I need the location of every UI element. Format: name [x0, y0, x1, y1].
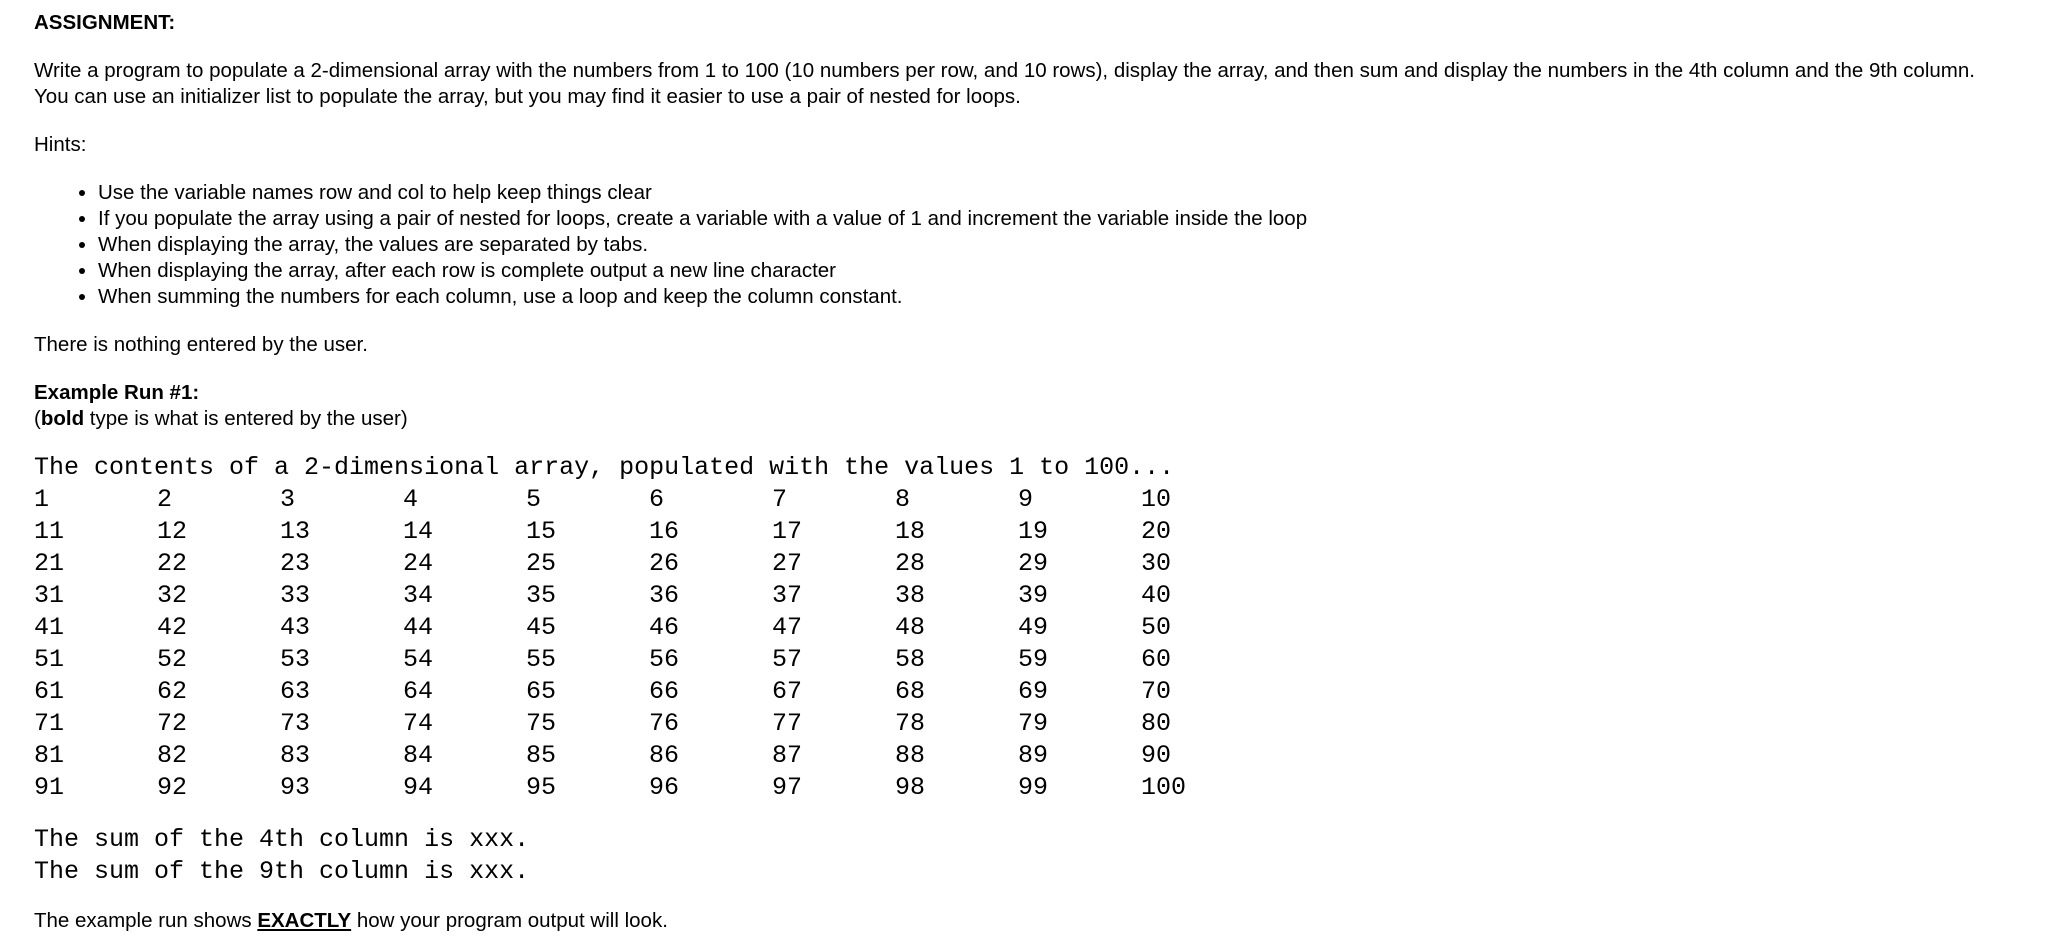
description-line-2: You can use an initializer list to populate the array, but you may find it easier to use a pair of nested for loops.: [34, 85, 1021, 108]
array-cell: 98: [895, 773, 926, 802]
array-row: [34, 676, 1264, 708]
array-cell: 85: [526, 741, 557, 770]
array-cell: 72: [157, 709, 188, 738]
array-cell: 56: [649, 645, 680, 674]
array-cell: 58: [895, 645, 926, 674]
array-cell: 4: [403, 485, 419, 514]
array-cell: 33: [280, 581, 311, 610]
array-cell: 37: [772, 581, 803, 610]
example-heading: Example Run #1:: [34, 381, 200, 404]
footer-note: [34, 908, 2044, 934]
array-cell: 25: [526, 549, 557, 578]
array-cell: 100: [1141, 773, 1187, 802]
array-cell: 17: [772, 517, 803, 546]
array-cell: 83: [280, 741, 311, 770]
array-cell: 88: [895, 741, 926, 770]
array-cell: 89: [1018, 741, 1049, 770]
array-row: [34, 708, 1264, 740]
array-cell: 5: [526, 485, 542, 514]
array-cell: 79: [1018, 709, 1049, 738]
hint-item: • If you populate the array using a pair of nested for loops, create a variable with a value of 1 and increment the variable inside the loop: [98, 206, 2044, 232]
array-cell: 34: [403, 581, 434, 610]
note-open: (: [34, 407, 41, 430]
array-output-body: [34, 484, 1264, 804]
array-cell: 46: [649, 613, 680, 642]
sum-4th-column-line: The sum of the 4th column is xxx.: [34, 825, 530, 854]
hint-item: • Use the variable names row and col to help keep things clear: [98, 180, 2044, 206]
array-cell: 47: [772, 613, 803, 642]
array-cell: 3: [280, 485, 296, 514]
note-rest: type is what is entered by the user): [84, 407, 408, 430]
array-cell: 50: [1141, 613, 1172, 642]
footer-after: how your program output will look.: [351, 909, 668, 932]
array-cell: 64: [403, 677, 434, 706]
array-cell: 90: [1141, 741, 1172, 770]
hints-label: Hints:: [34, 133, 87, 156]
array-cell: 86: [649, 741, 680, 770]
array-cell: 60: [1141, 645, 1172, 674]
array-cell: 10: [1141, 485, 1172, 514]
array-cell: 59: [1018, 645, 1049, 674]
user-input-note: There is nothing entered by the user.: [34, 333, 368, 356]
array-cell: 81: [34, 741, 65, 770]
array-cell: 51: [34, 645, 65, 674]
array-cell: 87: [772, 741, 803, 770]
array-output-table: [34, 484, 1264, 804]
array-cell: 15: [526, 517, 557, 546]
array-cell: 39: [1018, 581, 1049, 610]
array-cell: 66: [649, 677, 680, 706]
array-cell: 18: [895, 517, 926, 546]
array-cell: 45: [526, 613, 557, 642]
array-cell: 43: [280, 613, 311, 642]
example-note: [34, 406, 2044, 432]
array-cell: 57: [772, 645, 803, 674]
array-cell: 95: [526, 773, 557, 802]
array-cell: 30: [1141, 549, 1172, 578]
array-cell: 67: [772, 677, 803, 706]
array-cell: 70: [1141, 677, 1172, 706]
array-cell: 84: [403, 741, 434, 770]
array-cell: 96: [649, 773, 680, 802]
array-row: [34, 516, 1264, 548]
array-cell: 22: [157, 549, 188, 578]
array-cell: 69: [1018, 677, 1049, 706]
sum-output: [34, 824, 2044, 888]
array-cell: 49: [1018, 613, 1049, 642]
array-cell: 32: [157, 581, 188, 610]
array-cell: 93: [280, 773, 311, 802]
array-cell: 27: [772, 549, 803, 578]
array-cell: 92: [157, 773, 188, 802]
array-cell: 1: [34, 485, 50, 514]
array-cell: 48: [895, 613, 926, 642]
array-cell: 63: [280, 677, 311, 706]
array-row: [34, 484, 1264, 516]
footer-before: The example run shows: [34, 909, 258, 932]
hint-item: • When displaying the array, after each row is complete output a new line character: [98, 258, 2044, 284]
array-cell: 26: [649, 549, 680, 578]
array-cell: 20: [1141, 517, 1172, 546]
array-cell: 54: [403, 645, 434, 674]
array-cell: 74: [403, 709, 434, 738]
array-cell: 28: [895, 549, 926, 578]
array-cell: 99: [1018, 773, 1049, 802]
array-cell: 35: [526, 581, 557, 610]
array-cell: 75: [526, 709, 557, 738]
array-cell: 94: [403, 773, 434, 802]
array-cell: 62: [157, 677, 188, 706]
array-cell: 71: [34, 709, 65, 738]
array-cell: 65: [526, 677, 557, 706]
footer-emphasis: EXACTLY: [257, 909, 352, 932]
description-line-1: Write a program to populate a 2-dimensional array with the numbers from 1 to 100 (10 numbers per row, and 10 rows), display the array, and then sum and display the numbers in the 4th column and the 9th column.: [34, 59, 1975, 82]
array-cell: 24: [403, 549, 434, 578]
array-cell: 73: [280, 709, 311, 738]
array-cell: 14: [403, 517, 434, 546]
array-cell: 7: [772, 485, 788, 514]
hint-item: • When displaying the array, the values are separated by tabs.: [98, 232, 2044, 258]
array-row: [34, 644, 1264, 676]
array-cell: 9: [1018, 485, 1034, 514]
array-cell: 76: [649, 709, 680, 738]
array-cell: 11: [34, 517, 65, 546]
array-cell: 52: [157, 645, 188, 674]
assignment-heading: ASSIGNMENT:: [34, 11, 176, 34]
array-cell: 80: [1141, 709, 1172, 738]
array-row: [34, 772, 1264, 804]
array-cell: 55: [526, 645, 557, 674]
array-cell: 38: [895, 581, 926, 610]
array-cell: 8: [895, 485, 911, 514]
array-cell: 91: [34, 773, 65, 802]
array-cell: 44: [403, 613, 434, 642]
array-cell: 82: [157, 741, 188, 770]
array-cell: 36: [649, 581, 680, 610]
array-cell: 97: [772, 773, 803, 802]
array-cell: 77: [772, 709, 803, 738]
array-cell: 23: [280, 549, 311, 578]
array-cell: 2: [157, 485, 173, 514]
hint-item: • When summing the numbers for each column, use a loop and keep the column constant.: [98, 284, 2044, 310]
assignment-page: [34, 10, 2044, 934]
array-cell: 42: [157, 613, 188, 642]
note-bold: bold: [40, 407, 85, 430]
array-cell: 16: [649, 517, 680, 546]
array-cell: 53: [280, 645, 311, 674]
array-cell: 61: [34, 677, 65, 706]
array-row: [34, 740, 1264, 772]
array-cell: 13: [280, 517, 311, 546]
array-cell: 41: [34, 613, 65, 642]
array-row: [34, 548, 1264, 580]
array-cell: 12: [157, 517, 188, 546]
assignment-description: [34, 58, 2044, 110]
array-row: [34, 580, 1264, 612]
sum-9th-column-line: The sum of the 9th column is xxx.: [34, 857, 530, 886]
array-cell: 19: [1018, 517, 1049, 546]
output-title: The contents of a 2-dimensional array, populated with the values 1 to 100...: [34, 453, 1175, 482]
array-cell: 78: [895, 709, 926, 738]
array-cell: 31: [34, 581, 65, 610]
array-cell: 29: [1018, 549, 1049, 578]
hints-list: [34, 180, 2044, 310]
array-cell: 6: [649, 485, 665, 514]
array-cell: 68: [895, 677, 926, 706]
array-row: [34, 612, 1264, 644]
array-cell: 40: [1141, 581, 1172, 610]
array-cell: 21: [34, 549, 65, 578]
